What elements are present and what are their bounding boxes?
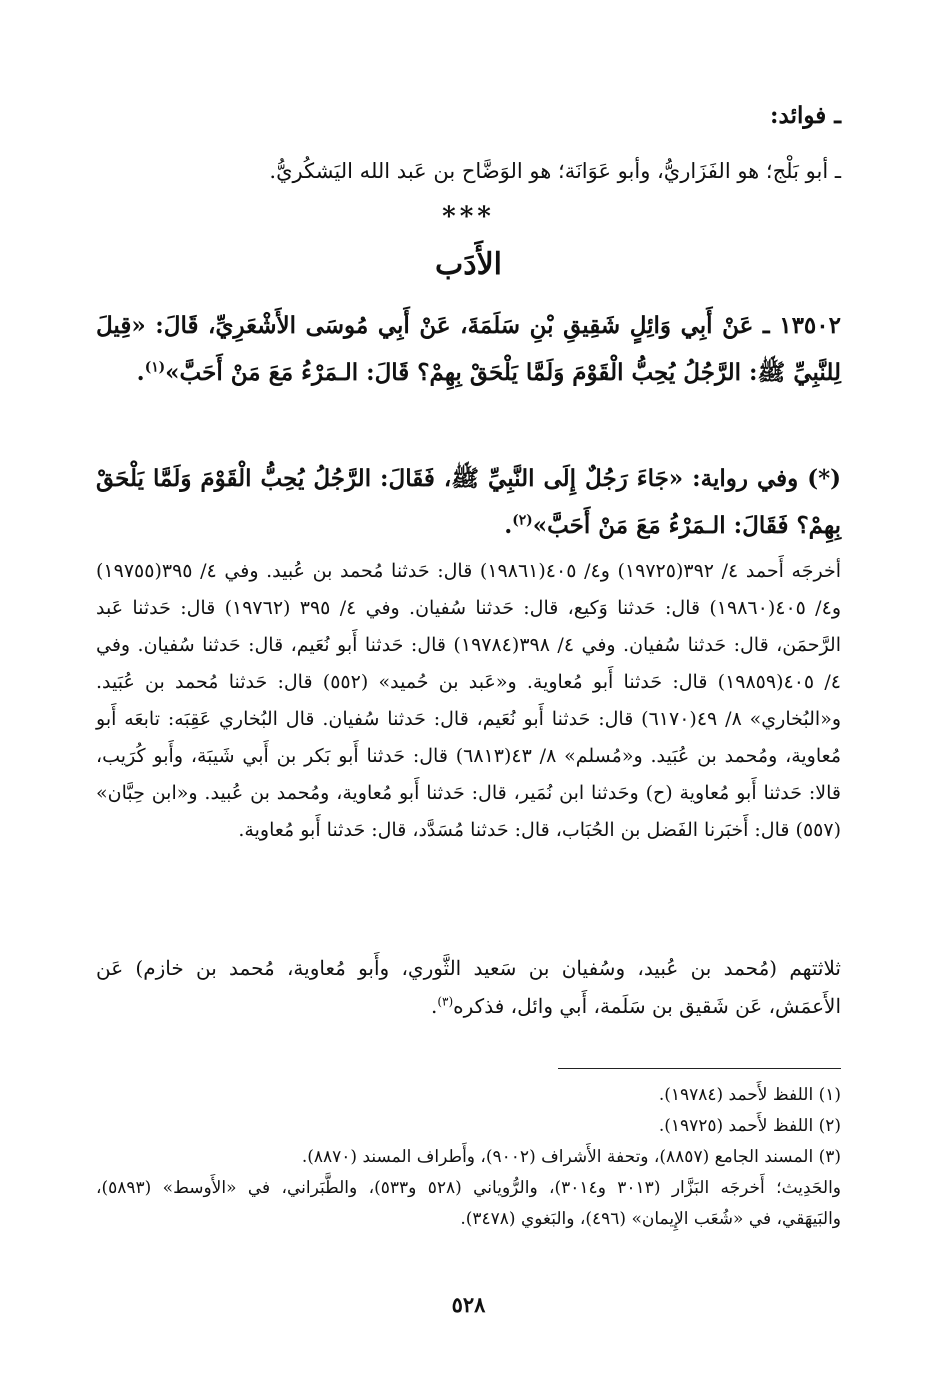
page-number: ٥٢٨: [451, 1292, 486, 1317]
footnote-divider: [558, 1068, 841, 1069]
chapter-title: الأَدَب: [434, 247, 503, 282]
footnote-ref-1[interactable]: (١): [144, 359, 166, 376]
hadith-body: ١٣٥٠٢ ـ عَنْ أَبِي وَائِلٍ شَقِيقِ بْنِ سَلَمَةَ، عَنْ أَبِي مُوسَى الأَشْعَرِيِّ، قَالَ: «قِيلَ لِلنَّبِيِّ ﷺ: الرَّجُلُ يُحِبُّ الْقَوْمَ وَلَمَّا يَلْحَقْ بِهِمْ؟ قَالَ: الـمَرْءُ مَعَ مَنْ أَحَبَّ»: [96, 312, 841, 386]
footnote-ref-2[interactable]: (٢): [512, 512, 533, 529]
footnote-2: (٢) اللفظ لأَحمد (١٩٧٢٥).: [658, 1116, 841, 1136]
variant-narration: (*) وفي رواية: «جَاءَ رَجُلٌ إِلَى النَّبِيِّ ﷺ، فَقَالَ: الرَّجُلُ يُحِبُّ الْقَوْمَ وَلَمَّا يَلْحَقْ بِهِمْ؟ فَقَالَ: الـمَرْءُ مَعَ مَنْ أَحَبَّ»$^{(٢)}$.: [96, 465, 841, 539]
variant-body: (*) وفي رواية: «جَاءَ رَجُلٌ إِلَى النَّبِيِّ ﷺ، فَقَالَ: الرَّجُلُ يُحِبُّ الْقَوْمَ وَلَمَّا يَلْحَقْ بِهِمْ؟ فَقَالَ: الـمَرْءُ مَعَ مَنْ أَحَبَّ»: [96, 465, 841, 539]
footnote-3-continuation: والحَدِيث؛ أَخرجَه البَزَّار (٣٠١٣ و٣٠١٤)، والرُّوياني (٥٢٨ و٥٣٣)، والطَّبَراني، في «الأَوسط» (٥٨٩٣)، والبَيهَقي، في «شُعَب الإِيمان» (٤٩٦)، والبَغوي (٣٤٧٨).: [96, 1178, 841, 1229]
footnote-ref-3[interactable]: (٣): [437, 994, 454, 1009]
conclusion-body: ثلاثتهم (مُحمد بن عُبيد، وسُفيان بن سَعيد الثَّوري، وأَبو مُعاوية، مُحمد بن خازم) عَن الأَعمَش، عَن شَقيق بن سَلَمة، أَبي وائل، فذكره: [96, 956, 841, 1018]
takhrij-paragraph: أخرجَه أَحمد ٤/ ٣٩٢(١٩٧٢٥) و٤/ ٤٠٥(١٩٨٦١) قال: حَدثنا مُحمد بن عُبيد. وفي ٤/ ٣٩٥(١٩٧٥٥) و٤/ ٤٠٥(١٩٨٦٠) قال: حَدثنا وَكيع، قال: حَدثنا سُفيان. وفي ٤/ ٣٩٥ (١٩٧٦٢) قال: حَدثنا عَبد الرَّحمَن، قال: حَدثنا سُفيان. وفي ٤/ ٣٩٨(١٩٧٨٤) قال: حَدثنا أَبو نُعَيم، قال: حَدثنا سُفيان. وفي ٤/ ٤٠٥(١٩٨٥٩) قال: حَدثنا أَبو مُعاوية. و«عَبد بن حُميد» (٥٥٢) قال: حَدثنا مُحمد بن عُبَيد. و«البُخاري» ٨/ ٤٩(٦١٧٠) قال: حَدثنا أَبو نُعَيم، قال: حَدثنا سُفيان. قال البُخاري عَقِبَه: تابعَه أَبو مُعاوية، ومُحمد بن عُبَيد. و«مُسلم» ٨/ ٤٣(٦٨١٣) قال: حَدثنا أَبو بَكر بن أَبي شَيبَة، وأَبو كُرَيب، قالا: حَدثنا أَبو مُعاوية (ح) وحَدثنا ابن نُمَير، قال: حَدثنا أَبو مُعاوية، ومُحمد بن عُبيد. و«ابن حِبَّان» (٥٥٧) قال: أَخبَرنا الفَضل بن الحُبَاب، قال: حَدثنا مُسَدَّد، قال: حَدثنا أَبو مُعاوية.: [96, 560, 842, 841]
section-separator: ***: [442, 202, 495, 232]
benefits-text: ـ أبو بَلْج؛ هو الفَزَاريُّ، وأبو عَوَانَة؛ هو الوَضَّاح بن عَبد الله اليَشكُريُّ.: [269, 159, 841, 183]
footnote-1: (١) اللفظ لأَحمد (١٩٧٨٤).: [658, 1085, 841, 1105]
benefits-heading: ـ فوائد:: [770, 102, 841, 129]
footnote-3: (٣) المسند الجامع (٨٨٥٧)، وتحفة الأَشراف (٩٠٠٢)، وأَطراف المسند (٨٨٧٠).: [301, 1147, 841, 1167]
conclusion-paragraph: ثلاثتهم (مُحمد بن عُبيد، وسُفيان بن سَعيد الثَّوري، وأَبو مُعاوية، مُحمد بن خازم) عَن الأَعمَش، عَن شَقيق بن سَلَمة، أَبي وائل، فذكره$^{(٣)}$.: [96, 956, 841, 1018]
footnotes: [96, 1080, 841, 1235]
hadith-text: ١٣٥٠٢ ـ عَنْ أَبِي وَائِلٍ شَقِيقِ بْنِ سَلَمَةَ، عَنْ أَبِي مُوسَى الأَشْعَرِيِّ، قَالَ: «قِيلَ لِلنَّبِيِّ ﷺ: الرَّجُلُ يُحِبُّ الْقَوْمَ وَلَمَّا يَلْحَقْ بِهِمْ؟ قَالَ: الـمَرْءُ مَعَ مَنْ أَحَبَّ»$^{(١)}$.: [96, 312, 841, 386]
